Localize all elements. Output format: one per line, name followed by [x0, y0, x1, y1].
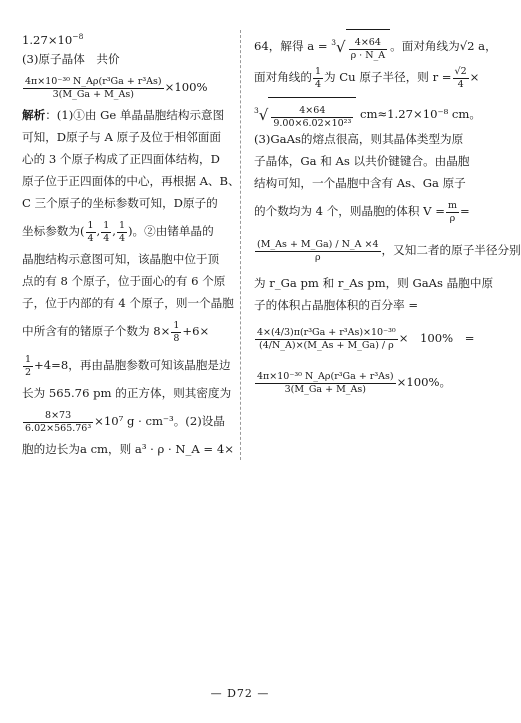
analysis-line-6: 坐标参数为( $\frac{1}{4}$ , $\frac{1}{4}$ , $\frac{1}{4}$ )。②由锗单晶的: [22, 219, 214, 244]
final-fraction: $\frac{\text{4π×10⁻³⁰ N\_Aρ(r³Ga + r³As)}}{3(M\_Ga + M\_As)}$: [257, 370, 394, 395]
right-line-4: (3)GaAs的熔点很高，则其晶体类型为原: [254, 132, 464, 146]
column-divider: [240, 30, 241, 460]
answer-line-1: $1.27\times 10^{-8}$: [22, 32, 84, 47]
cube-root-sign: √: [336, 38, 346, 56]
analysis-line-5: C 三个原子的坐标参数可知，D原子的: [22, 196, 218, 210]
analysis-line-12: 长为 565.76 pm 的正方体，则其密度为: [22, 386, 232, 400]
analysis-line-10: 中所含有的锗原子个数为 8× $\frac{1}{8}$ +6×: [22, 319, 210, 344]
analysis-line-2: 可知，D原子与 A 原子及位于相邻面面: [22, 130, 221, 144]
right-line-1: 64，解得 a = $^3$√ $\frac{4\times 64}{\rho \cdot N\_A}$ 。面对角线为√2 a，: [254, 26, 468, 60]
volume-fraction: $\frac{(M\_As + M\_Ga) / N\_A \times 4}{\rho}$: [257, 238, 379, 263]
right-line-8: $\frac{(M\_As + M\_Ga) / N\_A \times 4}{\rho}$ ，又知二者的原子半径分别: [257, 238, 521, 263]
right-line-12: $\frac{\text{4π×10⁻³⁰ N\_Aρ(r³Ga + r³As)}}{3(M\_Ga + M\_As)}$ ×100%。: [257, 370, 452, 395]
analysis-line-13: $\frac{8\times 73}{\text{6.02×565.76³}}$ ×10⁷ g · cm⁻³。(2)设晶: [25, 409, 225, 434]
left-column: [22, 26, 240, 460]
right-line-6: 结构可知，一个晶胞中含有 As、Ga 原子: [254, 176, 466, 190]
right-line-5: 子晶体，Ga 和 As 以共价键键合。由晶胞: [254, 154, 470, 168]
density-fraction: $\frac{8\times 73}{\text{6.02×565.76³}}$: [25, 409, 92, 434]
analysis-line-14: 胞的边长为a cm，则 a³ · ρ · N_A = 4×: [22, 442, 234, 456]
right-line-10: 子的体积占晶胞体积的百分率 =: [254, 298, 419, 312]
answer-formula: $\frac{\text{4π×10⁻³⁰ N\_Aρ(r³Ga + r³As)}}{3(M\_Ga + M\_As)}$ ×100%: [25, 75, 208, 100]
analysis-line-1: 解析：(1)①由 Ge 单晶晶胞结构示意图: [22, 108, 225, 122]
analysis-line-3: 心的 3 个原子构成了正四面体结构，D: [22, 152, 220, 166]
analysis-line-8: 点的有 8 个原子，位于面心的有 6 个原: [22, 274, 226, 288]
percent-fraction: $\frac{\text{4×(4/3)π(r³Ga + r³As)×10⁻³⁰}}{(4/N\_A)\times(M\_As + M\_Ga) / \rho}$: [257, 326, 396, 351]
right-column: [254, 26, 521, 404]
right-line-9: 为 r_Ga pm 和 r_As pm，则 GaAs 晶胞中原: [254, 276, 494, 290]
analysis-line-11: $\frac{1}{2}$ +4=8，再由晶胞参数可知该晶胞是边: [25, 353, 231, 378]
right-line-11: $\frac{\text{4×(4/3)π(r³Ga + r³As)×10⁻³⁰}}{(4/N\_A)\times(M\_As + M\_Ga) / \rho}$ × 100% =: [257, 326, 475, 351]
right-line-2: 面对角线的 $\frac{1}{4}$ 为 Cu 原子半径，则 r = $\frac{√2}{4}$ ×: [254, 65, 480, 90]
right-line-3: $^3$√ $\frac{4\times 64}{\text{9.00×6.02×10²³}}$ cm≈1.27×10⁻⁸ cm。: [254, 94, 468, 128]
cube-root-sign: √: [258, 106, 269, 124]
analysis-line-7: 晶胞结构示意图可知，该晶胞中位于顶: [22, 252, 220, 266]
answer-fraction: $\frac{\text{4π×10⁻³⁰ N\_Aρ(r³Ga + r³As)}}{3(M\_Ga + M\_As)}$: [25, 75, 162, 100]
analysis-line-4: 原子位于正四面体的中心，再根据 A、B、: [22, 174, 240, 188]
right-line-7: 的个数均为 4 个，则晶胞的体积 V = $\frac{m}{\rho}$ =: [254, 199, 470, 224]
analysis-line-9: 子，位于内部的有 4 个原子，则一个晶胞: [22, 296, 234, 310]
answer-line-2: (3)原子晶体 共价: [22, 52, 120, 66]
analysis-label: 解析: [22, 108, 46, 122]
page-number: — D72 —: [210, 687, 270, 700]
